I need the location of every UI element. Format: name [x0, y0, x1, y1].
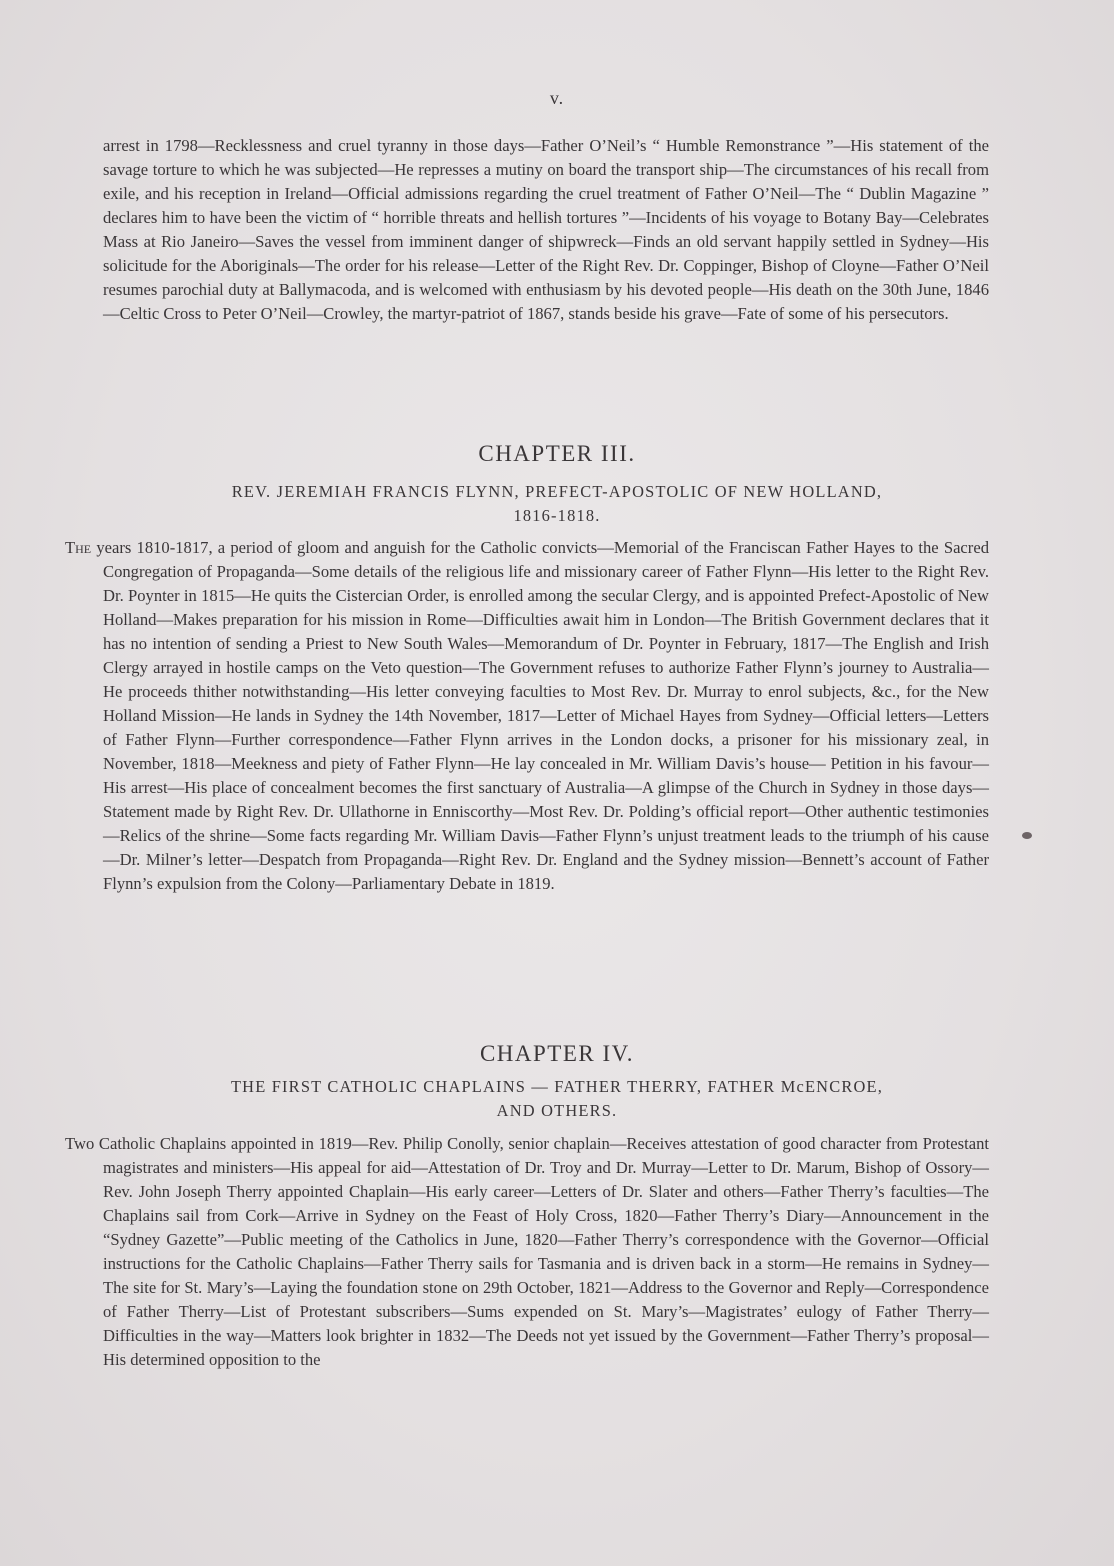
chapter-4-title: CHAPTER IV. — [479, 1041, 635, 1066]
ink-speck — [1022, 832, 1032, 839]
chapter-3-lead-word: The — [65, 538, 92, 557]
chapter-3-subtitle-line2: 1816-1818. — [513, 506, 601, 525]
chapter-4-summary: Two Catholic Chaplains appointed in 1819—Rev. Philip Conolly, senior chaplain—Receives attestation of good character from Protestant magistrates and ministers—His appeal for aid—Attestation of Dr. Troy and Dr. Murray—Letter to Dr. Marum, Bishop of Ossory—Rev. John Joseph Therry appointed Chaplain—His early career—Letters of Dr. Slater and others—Father Therry’s faculties—The Chaplains sail from Cork—Arrive in Sydney on the Feast of Holy Cross, 1820—Father Therry’s Diary—Announcement in the “Sydney Gazette”—Public meeting of the Catholics in June, 1820—Father Therry’s correspondence with the Governor—Official instructions for the Catholic Chaplains—Father Therry sails for Tasmania and is driven back in a storm—He remains in Sydney—The site for St. Mary’s—Laying the foundation stone on 29th October, 1821—Address to the Governor and Reply—Correspondence of Father Therry—List of Protestant subscribers—Sums expended on St. Mary’s—Magistrates’ eulogy of Father Therry—Difficulties in the way—Matters look brighter in 1832—The Deeds not yet issued by the Government—Father Therry’s proposal—His determined opposition to the — [65, 1134, 989, 1369]
intro-continuation-text: arrest in 1798—Recklessness and cruel tyranny in those days—Father O’Neil’s “ Humble Remonstrance ”—His statement of the savage torture to which he was subjected—He represses a mutiny on board the transport ship—The circumstances of his recall from exile, and his reception in Ireland—Official admissions regarding the cruel treatment of Father O’Neil—The “ Dublin Magazine ” declares him to have been the victim of “ horrible threats and hellish tortures ”—Incidents of his voyage to Botany Bay—Celebrates Mass at Rio Janeiro—Saves the vessel from imminent danger of shipwreck—Finds an old servant happily settled in Sydney—His solicitude for the Aboriginals—The order for his release—Letter of the Right Rev. Dr. Coppinger, Bishop of Cloyne—Father O’Neil resumes parochial duty at Ballymacoda, and is welcomed with enthusiasm by his devoted people—His death on the 30th June, 1846—Celtic Cross to Peter O’Neil—Crowley, the martyr-patriot of 1867, stands beside his grave—Fate of some of his persecutors. — [103, 136, 989, 323]
page-number: v. — [549, 88, 565, 108]
chapter-4-subtitle-line2: AND OTHERS. — [496, 1101, 618, 1120]
chapter-3-title: CHAPTER III. — [478, 441, 636, 466]
chapter-3-summary — [65, 536, 989, 896]
chapter-3-summary-text: years 1810-1817, a period of gloom and anguish for the Catholic convicts—Memorial of the Franciscan Father Hayes to the Sacred Congregation of Propaganda—Some details of the religious life and missionary career of Father Flynn—His letter to the Right Rev. Dr. Poynter in 1815—He quits the Cistercian Order, is enrolled among the secular Clergy, and is appointed Prefect-Apostolic of New Holland—Makes preparation for his mission in Rome—Difficulties await him in London—The British Government declares that it has no intention of sending a Priest to New South Wales—Memorandum of Dr. Poynter in February, 1817—The English and Irish Clergy arrayed in hostile camps on the Veto question—The Government refuses to authorize Father Flynn’s journey to Australia—He proceeds thither notwithstanding—His letter conveying faculties to Most Rev. Dr. Murray to enrol subjects, &c., for the New Holland Mission—He lands in Sydney the 14th November, 1817—Letter of Michael Hayes from Sydney—Official letters—Letters of Father Flynn—Further correspondence—Father Flynn arrives in the London docks, a prisoner for his missionary zeal, in November, 1818—Meekness and piety of Father Flynn—He lay concealed in Mr. William Davis’s house— Petition in his favour—His arrest—His place of concealment becomes the first sanctuary of Australia—A glimpse of the Church in Sydney in those days— Statement made by Right Rev. Dr. Ullathorne in Enniscorthy—Most Rev. Dr. Polding’s official report—Other authentic testimonies—Relics of the shrine—Some facts regarding Mr. William Davis—Father Flynn’s unjust treatment leads to the triumph of his cause—Dr. Milner’s letter—Despatch from Propaganda—Right Rev. Dr. England and the Sydney mission—Bennett’s account of Father Flynn’s expulsion from the Colony—Parliamentary Debate in 1819. — [91, 538, 989, 893]
chapter-4-subtitle-line1: THE FIRST CATHOLIC CHAPLAINS — FATHER THERRY, FATHER McENCROE, — [230, 1077, 884, 1096]
chapter-3-subtitle-line1: REV. JEREMIAH FRANCIS FLYNN, PREFECT-APOSTOLIC OF NEW HOLLAND, — [231, 482, 883, 501]
